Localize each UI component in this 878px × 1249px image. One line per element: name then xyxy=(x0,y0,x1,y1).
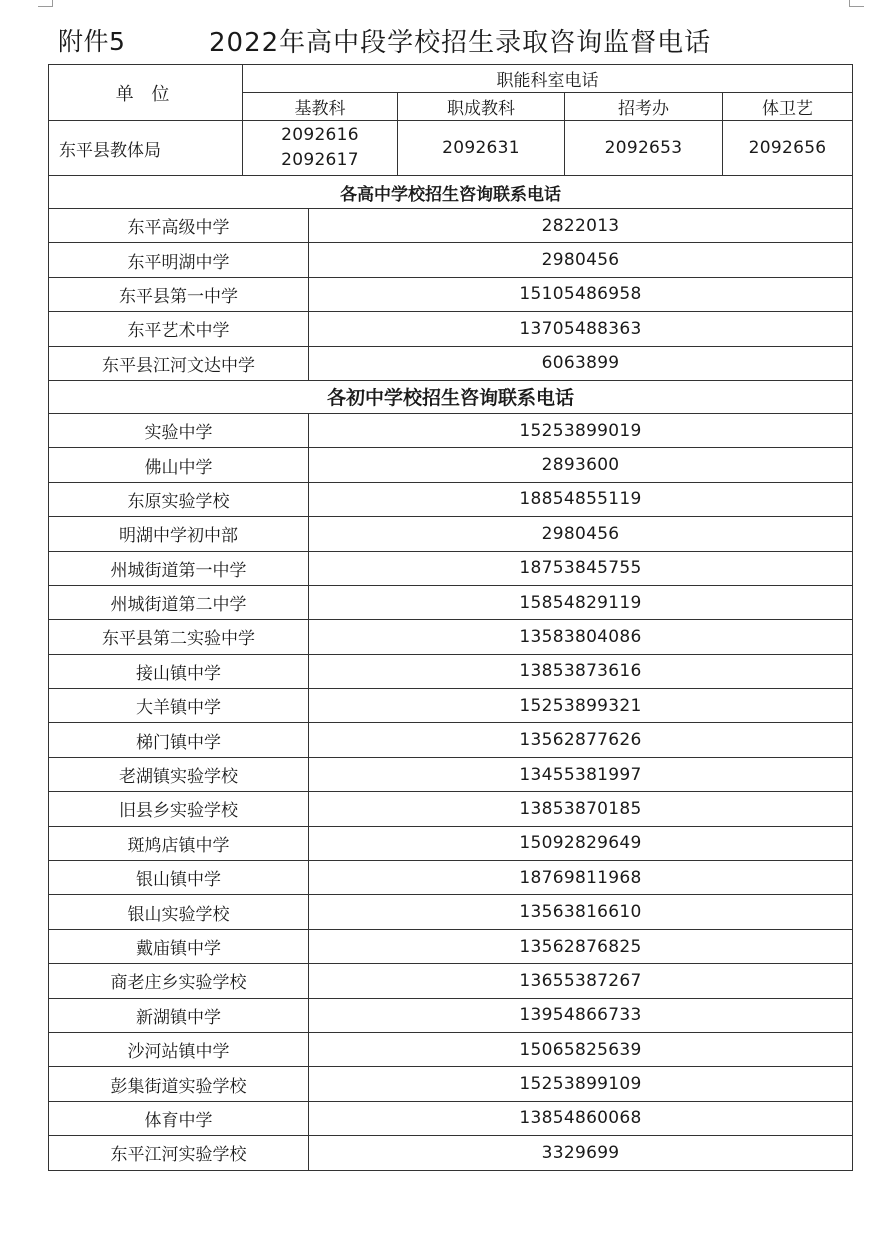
school-phone: 13563816610 xyxy=(309,895,853,929)
school-name: 东平艺术中学 xyxy=(49,312,309,346)
middle-school-row xyxy=(49,826,853,860)
school-name: 东平高级中学 xyxy=(49,209,309,243)
annex-label: 附件5 xyxy=(58,27,126,56)
middle-school-row xyxy=(49,929,853,963)
middle-school-row xyxy=(49,895,853,929)
high-school-row xyxy=(49,312,853,346)
middle-school-row xyxy=(49,998,853,1032)
school-phone: 2822013 xyxy=(309,209,853,243)
school-phone: 13854860068 xyxy=(309,1101,853,1135)
school-name: 银山镇中学 xyxy=(49,861,309,895)
school-phone: 15092829649 xyxy=(309,826,853,860)
high-school-section-row xyxy=(49,176,853,209)
jijiao-phone-2: 2092617 xyxy=(281,150,359,170)
school-phone: 13853873616 xyxy=(309,654,853,688)
middle-school-row xyxy=(49,861,853,895)
middle-school-row xyxy=(49,792,853,826)
jijiao-phones xyxy=(243,121,398,176)
school-phone: 15253899321 xyxy=(309,689,853,723)
middle-school-row xyxy=(49,1101,853,1135)
high-school-row xyxy=(49,346,853,380)
school-name: 老湖镇实验学校 xyxy=(49,757,309,791)
school-phone: 2980456 xyxy=(309,243,853,277)
school-phone: 3329699 xyxy=(309,1136,853,1170)
school-phone: 2893600 xyxy=(309,448,853,482)
tiweiyi-phone: 2092656 xyxy=(723,121,853,176)
crop-mark-top-left xyxy=(38,0,53,7)
middle-school-row xyxy=(49,585,853,619)
high-school-row xyxy=(49,277,853,311)
middle-school-row xyxy=(49,482,853,516)
school-name: 体育中学 xyxy=(49,1101,309,1135)
middle-school-row xyxy=(49,551,853,585)
school-name: 银山实验学校 xyxy=(49,895,309,929)
middle-school-row xyxy=(49,517,853,551)
school-phone: 15854829119 xyxy=(309,585,853,619)
school-phone: 15065825639 xyxy=(309,1032,853,1066)
document-header xyxy=(52,20,852,60)
school-phone: 13562876825 xyxy=(309,929,853,963)
school-name: 大羊镇中学 xyxy=(49,689,309,723)
school-phone: 2980456 xyxy=(309,517,853,551)
school-name: 旧县乡实验学校 xyxy=(49,792,309,826)
jijiao-phone-1: 2092616 xyxy=(281,125,359,145)
high-school-section-title: 各高中学校招生咨询联系电话 xyxy=(49,176,853,209)
unit-header: 单 位 xyxy=(49,65,243,121)
school-name: 东平县第一中学 xyxy=(49,277,309,311)
dept-zhaokao-header: 招考办 xyxy=(565,93,723,121)
department-group-header: 职能科室电话 xyxy=(243,65,853,93)
school-phone: 15253899109 xyxy=(309,1067,853,1101)
school-name: 梯门镇中学 xyxy=(49,723,309,757)
header-row-1 xyxy=(49,65,853,93)
school-phone: 18753845755 xyxy=(309,551,853,585)
zhaokao-phone: 2092653 xyxy=(565,121,723,176)
school-name: 佛山中学 xyxy=(49,448,309,482)
school-phone: 13954866733 xyxy=(309,998,853,1032)
school-phone: 18769811968 xyxy=(309,861,853,895)
school-name: 斑鸠店镇中学 xyxy=(49,826,309,860)
middle-school-row xyxy=(49,1067,853,1101)
school-phone: 13853870185 xyxy=(309,792,853,826)
contact-table xyxy=(48,64,853,1171)
school-name: 新湖镇中学 xyxy=(49,998,309,1032)
school-phone: 15105486958 xyxy=(309,277,853,311)
bureau-name: 东平县教体局 xyxy=(49,121,243,176)
middle-school-row xyxy=(49,1032,853,1066)
school-phone: 15253899019 xyxy=(309,413,853,447)
school-name: 州城街道第二中学 xyxy=(49,585,309,619)
middle-school-row xyxy=(49,413,853,447)
school-name: 东平江河实验学校 xyxy=(49,1136,309,1170)
middle-school-row xyxy=(49,1136,853,1170)
school-name: 接山镇中学 xyxy=(49,654,309,688)
middle-school-row xyxy=(49,654,853,688)
school-name: 东原实验学校 xyxy=(49,482,309,516)
crop-mark-top-right xyxy=(849,0,864,7)
middle-school-row xyxy=(49,757,853,791)
middle-school-row xyxy=(49,448,853,482)
school-phone: 13583804086 xyxy=(309,620,853,654)
school-name: 东平县第二实验中学 xyxy=(49,620,309,654)
bureau-row xyxy=(49,121,853,176)
school-name: 州城街道第一中学 xyxy=(49,551,309,585)
school-phone: 6063899 xyxy=(309,346,853,380)
school-phone: 13455381997 xyxy=(309,757,853,791)
middle-school-section-row xyxy=(49,380,853,413)
school-name: 明湖中学初中部 xyxy=(49,517,309,551)
school-phone: 13655387267 xyxy=(309,964,853,998)
school-phone: 18854855119 xyxy=(309,482,853,516)
high-school-row xyxy=(49,209,853,243)
page-title: 2022年高中段学校招生录取咨询监督电话 xyxy=(209,28,712,58)
school-name: 东平县江河文达中学 xyxy=(49,346,309,380)
middle-school-section-title: 各初中学校招生咨询联系电话 xyxy=(49,380,853,413)
middle-school-row xyxy=(49,964,853,998)
school-name: 商老庄乡实验学校 xyxy=(49,964,309,998)
school-name: 彭集街道实验学校 xyxy=(49,1067,309,1101)
dept-tiweiyi-header: 体卫艺 xyxy=(723,93,853,121)
middle-school-row xyxy=(49,620,853,654)
zhicheng-phone: 2092631 xyxy=(398,121,565,176)
middle-school-row xyxy=(49,723,853,757)
school-name: 沙河站镇中学 xyxy=(49,1032,309,1066)
school-phone: 13562877626 xyxy=(309,723,853,757)
dept-jijiao-header: 基教科 xyxy=(243,93,398,121)
school-name: 东平明湖中学 xyxy=(49,243,309,277)
school-name: 实验中学 xyxy=(49,413,309,447)
middle-school-row xyxy=(49,689,853,723)
high-school-row xyxy=(49,243,853,277)
dept-zhicheng-header: 职成教科 xyxy=(398,93,565,121)
school-phone: 13705488363 xyxy=(309,312,853,346)
school-name: 戴庙镇中学 xyxy=(49,929,309,963)
